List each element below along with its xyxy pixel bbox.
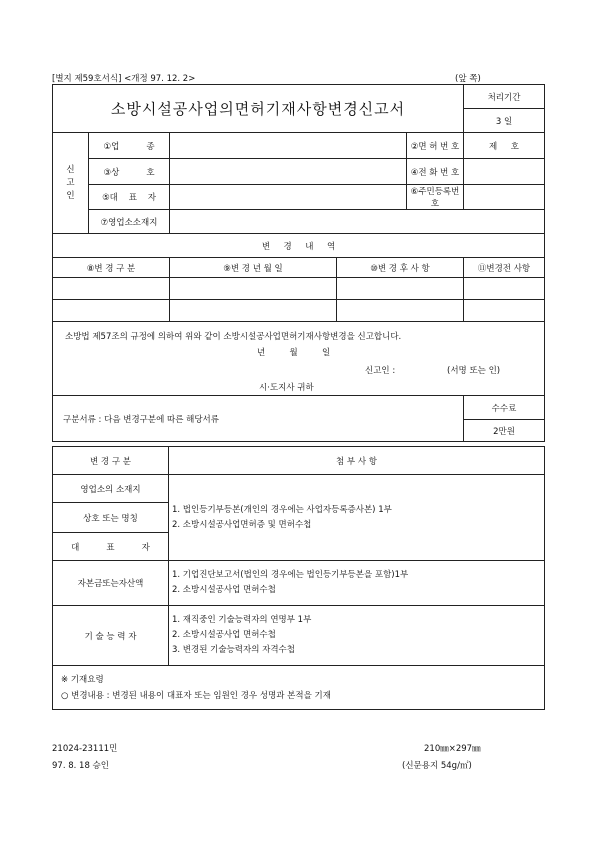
change-col-before: ⑪변경전 사항 — [464, 258, 545, 278]
office-location-label: ⑦영업소소재지 — [89, 210, 170, 234]
business-type-field[interactable] — [170, 133, 407, 159]
fee-value: 2만원 — [464, 420, 545, 442]
change-col-type: ⑧변 경 구 분 — [53, 258, 170, 278]
attach-type-tradename: 상호 또는 명칭 — [53, 503, 169, 533]
attach-type-technicians: 기 술 능 력 자 — [53, 606, 169, 666]
change-type-cell[interactable] — [53, 278, 170, 300]
phone-label: ④전 화 번 호 — [407, 159, 464, 185]
resident-number-label: ⑥주민등록번호 — [407, 185, 464, 210]
reporter-label: 신고인 : — [365, 366, 396, 376]
change-before-cell[interactable] — [464, 278, 545, 300]
change-col-after: ⑩변 경 후 사 항 — [337, 258, 464, 278]
declaration-block — [53, 322, 545, 396]
declaration-statement: 소방법 제57조의 규정에 의하여 위와 같이 소방시설공사업면허기재사항변경을 신고합니다. — [65, 332, 402, 342]
representative-field[interactable] — [170, 185, 407, 210]
attachment-table — [52, 446, 545, 710]
applicant-group-label: 신 고 인 — [53, 133, 89, 234]
processing-period-value: 3 일 — [464, 109, 545, 133]
change-after-cell[interactable] — [337, 300, 464, 322]
change-history-title: 변 경 내 역 — [53, 234, 545, 258]
attach-items-group2 — [169, 561, 545, 606]
attach-item: 2. 소방시설공사업 면허수첩 — [172, 585, 276, 595]
form-code: 21024-23111민 — [52, 744, 118, 754]
attach-item: 3. 변경된 기술능력자의 자격수첩 — [172, 645, 295, 655]
writing-guide-title: ※ 기재요령 — [61, 674, 104, 685]
trade-name-field[interactable] — [170, 159, 407, 185]
form-number-label: [별지 제59호서식] <개정 97. 12. 2> — [52, 74, 196, 84]
fee-label: 수수료 — [464, 396, 545, 420]
attach-items-group1 — [169, 475, 545, 561]
paper-type: (신문용지 54g/㎡) — [402, 761, 472, 771]
attach-type-representative: 대 표 자 — [53, 533, 169, 561]
writing-guide — [53, 666, 545, 710]
attach-item: 1. 재직중인 기술능력자의 연명부 1부 — [172, 615, 312, 625]
representative-label: ⑤대 표 자 — [89, 185, 170, 210]
phone-field[interactable] — [464, 159, 545, 185]
declaration-date: 년 월 일 — [257, 348, 331, 358]
attach-type-office: 영업소의 소재지 — [53, 475, 169, 503]
change-date-cell[interactable] — [170, 278, 337, 300]
attach-header-items: 첨 부 사 항 — [169, 447, 545, 475]
change-date-cell[interactable] — [170, 300, 337, 322]
processing-period-label: 처리기간 — [464, 85, 545, 109]
change-before-cell[interactable] — [464, 300, 545, 322]
trade-name-label: ③상 호 — [89, 159, 170, 185]
writing-guide-item: ○ 변경내용 : 변경된 내용이 대표자 또는 임원인 경우 성명과 본적을 기재 — [61, 690, 331, 701]
change-col-date: ⑨변 경 년 월 일 — [170, 258, 337, 278]
attach-items-group3 — [169, 606, 545, 666]
license-number-field[interactable]: 제 호 — [464, 133, 545, 159]
attach-item: 1. 기업진단보고서(법인의 경우에는 법인등기부등본을 포함)1부 — [172, 570, 409, 580]
attach-type-capital: 자본금또는자산액 — [53, 561, 169, 606]
recipient-label: 시·도지사 귀하 — [259, 383, 314, 393]
documents-label: 구분서류 : 다음 변경구분에 따른 해당서류 — [53, 396, 464, 442]
business-type-label: ①업 종 — [89, 133, 170, 159]
page-side-label: (앞 쪽) — [455, 74, 481, 84]
approval-date: 97. 8. 18 승인 — [52, 761, 109, 771]
report-form — [52, 84, 545, 442]
paper-size: 210㎜×297㎜ — [424, 744, 481, 754]
attach-header-type: 변 경 구 분 — [53, 447, 169, 475]
signature-note: (서명 또는 인) — [447, 366, 501, 376]
attach-item: 2. 소방시설공사업 면허수첩 — [172, 630, 276, 640]
license-number-label: ②면 허 번 호 — [407, 133, 464, 159]
attach-item: 2. 소방시설공사업면허증 및 면허수첩 — [172, 519, 312, 530]
office-location-field[interactable] — [170, 210, 545, 234]
resident-number-field[interactable] — [464, 185, 545, 210]
change-type-cell[interactable] — [53, 300, 170, 322]
form-title: 소방시설공사업의면허기재사항변경신고서 — [53, 85, 464, 133]
change-after-cell[interactable] — [337, 278, 464, 300]
attach-item: 1. 법인등기부등본(개인의 경우에는 사업자등록증사본) 1부 — [172, 504, 392, 515]
